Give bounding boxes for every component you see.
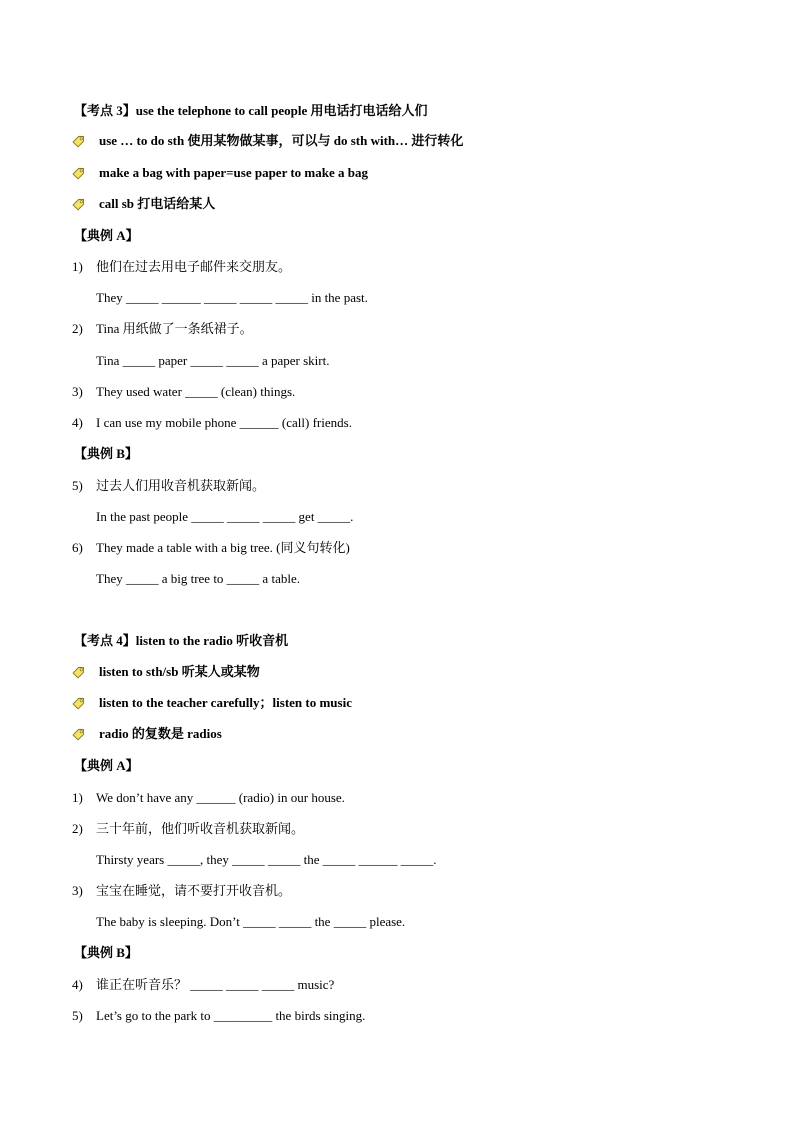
question-3 bbox=[72, 883, 291, 899]
bullet-text: radio 的复数是 radios bbox=[99, 726, 222, 741]
question-text: They used water _____ (clean) things. bbox=[96, 384, 296, 399]
tag-icon bbox=[72, 167, 85, 180]
answer-line-1: They _____ ______ _____ _____ _____ in the past. bbox=[96, 290, 368, 305]
bullet-text: call sb 打电话给某人 bbox=[99, 196, 216, 211]
section4-exampleB-label: 【典例 B】 bbox=[74, 945, 138, 960]
question-1 bbox=[72, 259, 291, 275]
section3-exampleA-label: 【典例 A】 bbox=[74, 228, 139, 243]
section4-bullet-1 bbox=[72, 664, 260, 680]
question-text: Tina 用纸做了一条纸裙子。 bbox=[96, 321, 253, 336]
question-text: They made a table with a big tree. (同义句转化) bbox=[96, 540, 350, 555]
tag-icon bbox=[72, 728, 85, 741]
question-number: 2) bbox=[72, 321, 83, 336]
answer-line-2: Tina _____ paper _____ _____ a paper skirt. bbox=[96, 353, 330, 368]
question-text: 三十年前，他们听收音机获取新闻。 bbox=[96, 821, 305, 836]
bullet-text: use … to do sth 使用某物做某事，可以与 do sth with… 进行转化 bbox=[99, 133, 464, 148]
tag-icon bbox=[72, 697, 85, 710]
question-4 bbox=[72, 415, 352, 431]
question-4 bbox=[72, 977, 334, 993]
tag-icon bbox=[72, 135, 85, 148]
question-5 bbox=[72, 478, 265, 494]
section4-exampleA-label: 【典例 A】 bbox=[74, 758, 139, 773]
question-number: 3) bbox=[72, 384, 83, 399]
question-text: 宝宝在睡觉，请不要打开收音机。 bbox=[96, 883, 292, 898]
question-text: Let’s go to the park to _________ the birds singing. bbox=[96, 1008, 366, 1023]
question-5 bbox=[72, 1008, 365, 1024]
question-6 bbox=[72, 540, 350, 556]
question-number: 1) bbox=[72, 259, 83, 274]
question-2 bbox=[72, 321, 253, 337]
bullet-text: listen to sth/sb 听某人或某物 bbox=[99, 664, 260, 679]
question-number: 4) bbox=[72, 977, 83, 992]
answer-line-6: They _____ a big tree to _____ a table. bbox=[96, 571, 300, 586]
question-2 bbox=[72, 821, 304, 837]
question-1 bbox=[72, 790, 345, 806]
question-number: 5) bbox=[72, 1008, 83, 1023]
question-number: 3) bbox=[72, 883, 83, 898]
answer-line-5: In the past people _____ _____ _____ get _____. bbox=[96, 509, 354, 524]
answer-line-3: The baby is sleeping. Don’t _____ _____ the _____ please. bbox=[96, 914, 406, 929]
question-number: 5) bbox=[72, 478, 83, 493]
answer-line-2: Thirsty years _____, they _____ _____ the _____ ______ _____. bbox=[96, 852, 437, 867]
question-number: 4) bbox=[72, 415, 83, 430]
section4-title: 【考点 4】listen to the radio 听收音机 bbox=[74, 633, 289, 648]
bullet-text: listen to the teacher carefully；listen to music bbox=[99, 695, 352, 710]
tag-icon bbox=[72, 198, 85, 211]
tag-icon bbox=[72, 666, 85, 679]
question-text: 谁正在听音乐？ _____ _____ _____ music? bbox=[96, 977, 335, 992]
section3-bullet-1 bbox=[72, 133, 463, 149]
question-text: I can use my mobile phone ______ (call) friends. bbox=[96, 415, 352, 430]
section3-bullet-2 bbox=[72, 165, 368, 181]
question-text: We don’t have any ______ (radio) in our house. bbox=[96, 790, 345, 805]
section4-bullet-2 bbox=[72, 695, 352, 711]
section3-title: 【考点 3】use the telephone to call people 用电话打电话给人们 bbox=[74, 103, 428, 118]
question-text: 他们在过去用电子邮件来交朋友。 bbox=[96, 259, 292, 274]
section3-bullet-3 bbox=[72, 196, 215, 212]
question-text: 过去人们用收音机获取新闻。 bbox=[96, 478, 266, 493]
question-number: 2) bbox=[72, 821, 83, 836]
bullet-text: make a bag with paper=use paper to make a bag bbox=[99, 165, 368, 180]
question-3 bbox=[72, 384, 295, 400]
section4-bullet-3 bbox=[72, 726, 222, 742]
question-number: 6) bbox=[72, 540, 83, 555]
section3-exampleB-label: 【典例 B】 bbox=[74, 446, 138, 461]
question-number: 1) bbox=[72, 790, 83, 805]
